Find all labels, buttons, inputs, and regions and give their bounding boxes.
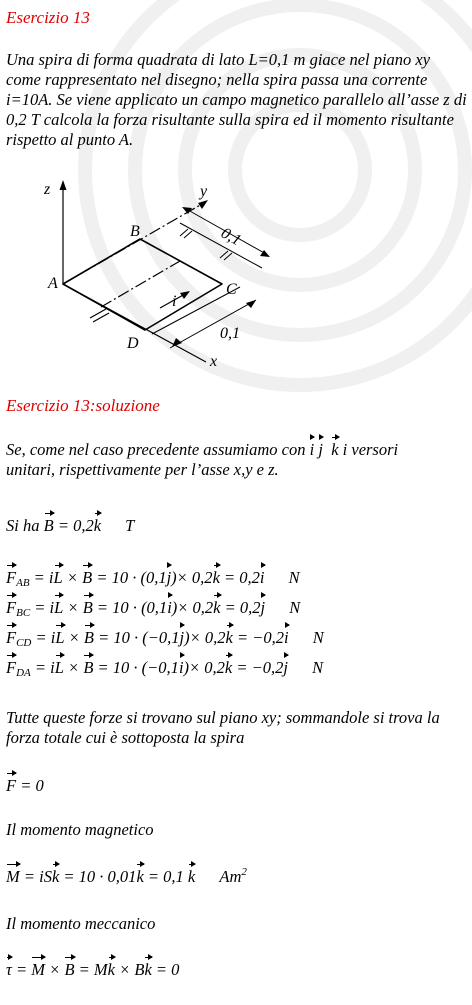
point-b-label: B: [130, 223, 140, 240]
total-force-equation: F = 0: [6, 776, 44, 795]
torque-equation: τ = M × B = Mk × Bk = 0: [6, 960, 180, 979]
force-ab-equation: $F_{AB}$ = iL × B = 10 · (0,1j)× 0,2k = 0,2i N: [6, 568, 300, 589]
unit-vector-i: i: [309, 440, 315, 459]
force-da-equation: $F_{DA}$ = iL × B = 10 · (−0,1i)× 0,2k = −0,2j N: [6, 658, 324, 679]
point-c-label: C: [226, 281, 237, 298]
axis-y-label: y: [200, 183, 208, 200]
force-cd-equation: $F_{CD}$ = iL × B = 10 · (−0,1j)× 0,2k = −0,2i N: [6, 628, 324, 649]
force-bc-equation: $F_{BC}$ = iL × B = 10 · (0,1i)× 0,2k = 0,2j N: [6, 598, 301, 619]
problem-text: Una spira di forma quadrata di lato L=0,1 m giace nel piano xy come rappresentato nel disegno; nella spira passa una corrente i=10A. Se viene applicato un campo magnetico parallelo all’asse z di 0,2 T calcola la forza risultante sulla spira ed il momento risultante rispetto al punto A.: [6, 50, 467, 149]
unit-vector-j: j: [318, 440, 323, 459]
dim-top-label: 0,1: [218, 224, 244, 250]
exercise-title: Esercizio 13: [6, 8, 90, 27]
mechanical-moment-label: Il momento meccanico: [6, 914, 156, 933]
magnetic-moment-equation: M = iSk = 10 · 0,01k = 0,1 k Am$^2$: [6, 866, 247, 886]
magnetic-moment-label: Il momento magnetico: [6, 820, 154, 839]
current-label: i: [172, 293, 177, 310]
dim-bottom-label: 0,1: [220, 325, 240, 342]
intro-text: Se, come nel caso precedente assumiamo con i j k i versori unitari, rispettivamente per l’asse x,y e z.: [6, 440, 399, 479]
loop-diagram: [30, 172, 290, 372]
axis-z-label: z: [44, 181, 51, 198]
unit-vector-k: k: [331, 440, 339, 459]
axis-x-label: x: [210, 353, 218, 370]
point-d-label: D: [127, 335, 139, 352]
b-field-equation: Si ha B = 0,2k T: [6, 516, 135, 535]
point-a-label: A: [48, 275, 58, 292]
sum-text: Tutte queste forze si trovano sul piano xy; sommandole si trova la forza totale cui è sottoposta la spira: [6, 708, 440, 747]
solution-title: Esercizio 13:soluzione: [6, 396, 160, 415]
